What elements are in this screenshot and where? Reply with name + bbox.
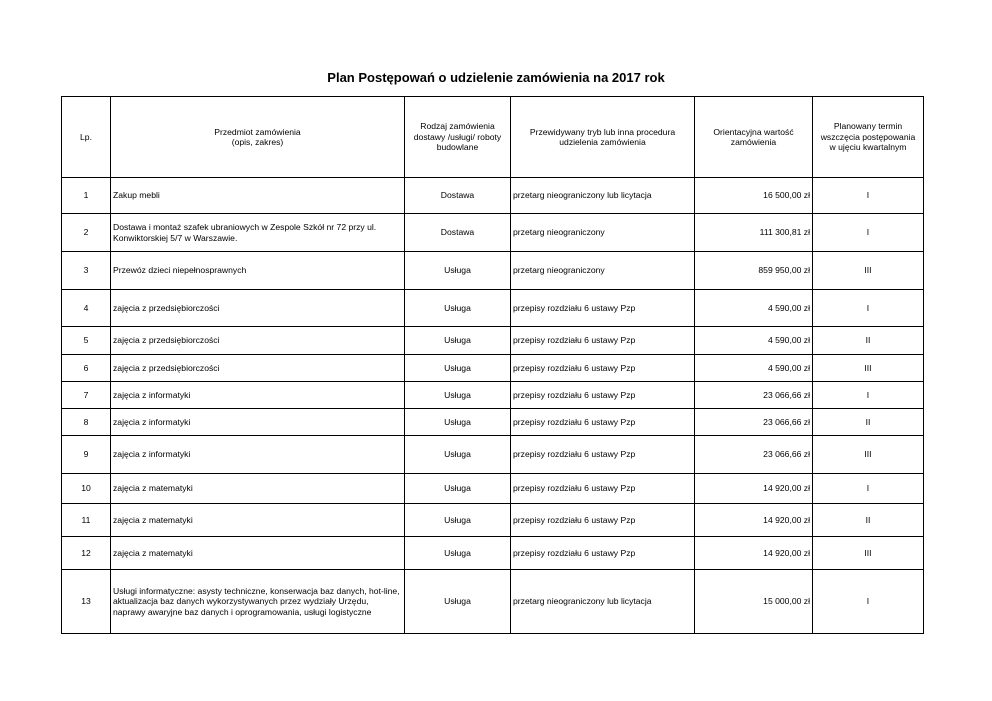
cell-rodzaj: Usługa [405, 409, 511, 436]
header-wartosc: Orientacyjna wartość zamówienia [695, 97, 813, 178]
cell-tryb: przepisy rozdziału 6 ustawy Pzp [511, 382, 695, 409]
cell-termin: III [813, 355, 924, 382]
cell-lp: 2 [62, 214, 111, 252]
cell-termin: III [813, 537, 924, 570]
table-row [62, 504, 924, 537]
cell-lp: 13 [62, 570, 111, 634]
cell-tryb: przepisy rozdziału 6 ustawy Pzp [511, 474, 695, 504]
cell-przedmiot: zajęcia z matematyki [111, 474, 405, 504]
cell-tryb: przepisy rozdziału 6 ustawy Pzp [511, 537, 695, 570]
table-row [62, 570, 924, 634]
cell-wartosc: 111 300,81 zł [695, 214, 813, 252]
cell-rodzaj: Usługa [405, 570, 511, 634]
cell-przedmiot: zajęcia z matematyki [111, 504, 405, 537]
cell-lp: 9 [62, 436, 111, 474]
cell-termin: II [813, 409, 924, 436]
cell-tryb: przepisy rozdziału 6 ustawy Pzp [511, 290, 695, 327]
cell-wartosc: 14 920,00 zł [695, 504, 813, 537]
table-row [62, 409, 924, 436]
cell-wartosc: 4 590,00 zł [695, 327, 813, 355]
cell-wartosc: 15 000,00 zł [695, 570, 813, 634]
cell-lp: 7 [62, 382, 111, 409]
header-przedmiot: Przedmiot zamówienia (opis, zakres) [111, 97, 405, 178]
cell-termin: III [813, 436, 924, 474]
cell-rodzaj: Usługa [405, 537, 511, 570]
cell-rodzaj: Usługa [405, 327, 511, 355]
cell-tryb: przetarg nieograniczony lub licytacja [511, 570, 695, 634]
cell-wartosc: 23 066,66 zł [695, 382, 813, 409]
cell-rodzaj: Dostawa [405, 178, 511, 214]
cell-wartosc: 14 920,00 zł [695, 537, 813, 570]
table-row [62, 178, 924, 214]
cell-wartosc: 23 066,66 zł [695, 409, 813, 436]
procurement-plan-table [61, 96, 924, 634]
cell-lp: 11 [62, 504, 111, 537]
cell-lp: 10 [62, 474, 111, 504]
table-row [62, 436, 924, 474]
cell-lp: 8 [62, 409, 111, 436]
cell-przedmiot: zajęcia z przedsiębiorczości [111, 327, 405, 355]
cell-tryb: przepisy rozdziału 6 ustawy Pzp [511, 504, 695, 537]
cell-tryb: przetarg nieograniczony [511, 214, 695, 252]
cell-termin: I [813, 474, 924, 504]
header-rodzaj: Rodzaj zamówienia dostawy /usługi/ roboty budowlane [405, 97, 511, 178]
cell-termin: I [813, 382, 924, 409]
document-title: Plan Postępowań o udzielenie zamówienia na 2017 rok [327, 70, 665, 85]
cell-termin: II [813, 504, 924, 537]
cell-rodzaj: Usługa [405, 382, 511, 409]
cell-termin: I [813, 214, 924, 252]
cell-rodzaj: Usługa [405, 436, 511, 474]
cell-przedmiot: zajęcia z informatyki [111, 382, 405, 409]
cell-rodzaj: Usługa [405, 290, 511, 327]
cell-termin: III [813, 252, 924, 290]
cell-wartosc: 4 590,00 zł [695, 355, 813, 382]
table-row [62, 327, 924, 355]
cell-przedmiot: Zakup mebli [111, 178, 405, 214]
cell-rodzaj: Usługa [405, 252, 511, 290]
cell-rodzaj: Usługa [405, 504, 511, 537]
cell-wartosc: 4 590,00 zł [695, 290, 813, 327]
cell-termin: I [813, 290, 924, 327]
cell-tryb: przepisy rozdziału 6 ustawy Pzp [511, 355, 695, 382]
header-tryb: Przewidywany tryb lub inna procedura udzielenia zamówienia [511, 97, 695, 178]
cell-termin: I [813, 178, 924, 214]
cell-przedmiot: Przewóz dzieci niepełnosprawnych [111, 252, 405, 290]
cell-przedmiot: zajęcia z informatyki [111, 436, 405, 474]
table-header-row [62, 97, 924, 178]
cell-termin: I [813, 570, 924, 634]
cell-lp: 12 [62, 537, 111, 570]
cell-wartosc: 859 950,00 zł [695, 252, 813, 290]
cell-lp: 3 [62, 252, 111, 290]
table-row [62, 537, 924, 570]
cell-rodzaj: Usługa [405, 474, 511, 504]
cell-przedmiot: Dostawa i montaż szafek ubraniowych w Zespole Szkół nr 72 przy ul. Konwiktorskiej 5/7 w Warszawie. [111, 214, 405, 252]
cell-tryb: przetarg nieograniczony [511, 252, 695, 290]
table-row [62, 214, 924, 252]
cell-przedmiot: zajęcia z matematyki [111, 537, 405, 570]
cell-lp: 1 [62, 178, 111, 214]
table-row [62, 382, 924, 409]
cell-rodzaj: Dostawa [405, 214, 511, 252]
cell-przedmiot: zajęcia z przedsiębiorczości [111, 355, 405, 382]
header-termin: Planowany termin wszczęcia postępowania w ujęciu kwartalnym [813, 97, 924, 178]
cell-tryb: przepisy rozdziału 6 ustawy Pzp [511, 327, 695, 355]
cell-lp: 4 [62, 290, 111, 327]
cell-termin: II [813, 327, 924, 355]
cell-wartosc: 16 500,00 zł [695, 178, 813, 214]
table-row [62, 252, 924, 290]
cell-tryb: przetarg nieograniczony lub licytacja [511, 178, 695, 214]
table-row [62, 290, 924, 327]
cell-przedmiot: zajęcia z przedsiębiorczości [111, 290, 405, 327]
cell-przedmiot: Usługi informatyczne: asysty techniczne, konserwacja baz danych, hot-line, aktualizacja baz danych wykorzystywanych przez wydziały Urzędu, naprawy awaryjne baz danych i oprogramowania, usługi logistyczne [111, 570, 405, 634]
cell-lp: 6 [62, 355, 111, 382]
cell-rodzaj: Usługa [405, 355, 511, 382]
cell-wartosc: 23 066,66 zł [695, 436, 813, 474]
cell-tryb: przepisy rozdziału 6 ustawy Pzp [511, 409, 695, 436]
cell-wartosc: 14 920,00 zł [695, 474, 813, 504]
cell-przedmiot: zajęcia z informatyki [111, 409, 405, 436]
header-lp: Lp. [62, 97, 111, 178]
cell-tryb: przepisy rozdziału 6 ustawy Pzp [511, 436, 695, 474]
table-row [62, 355, 924, 382]
table-row [62, 474, 924, 504]
cell-lp: 5 [62, 327, 111, 355]
